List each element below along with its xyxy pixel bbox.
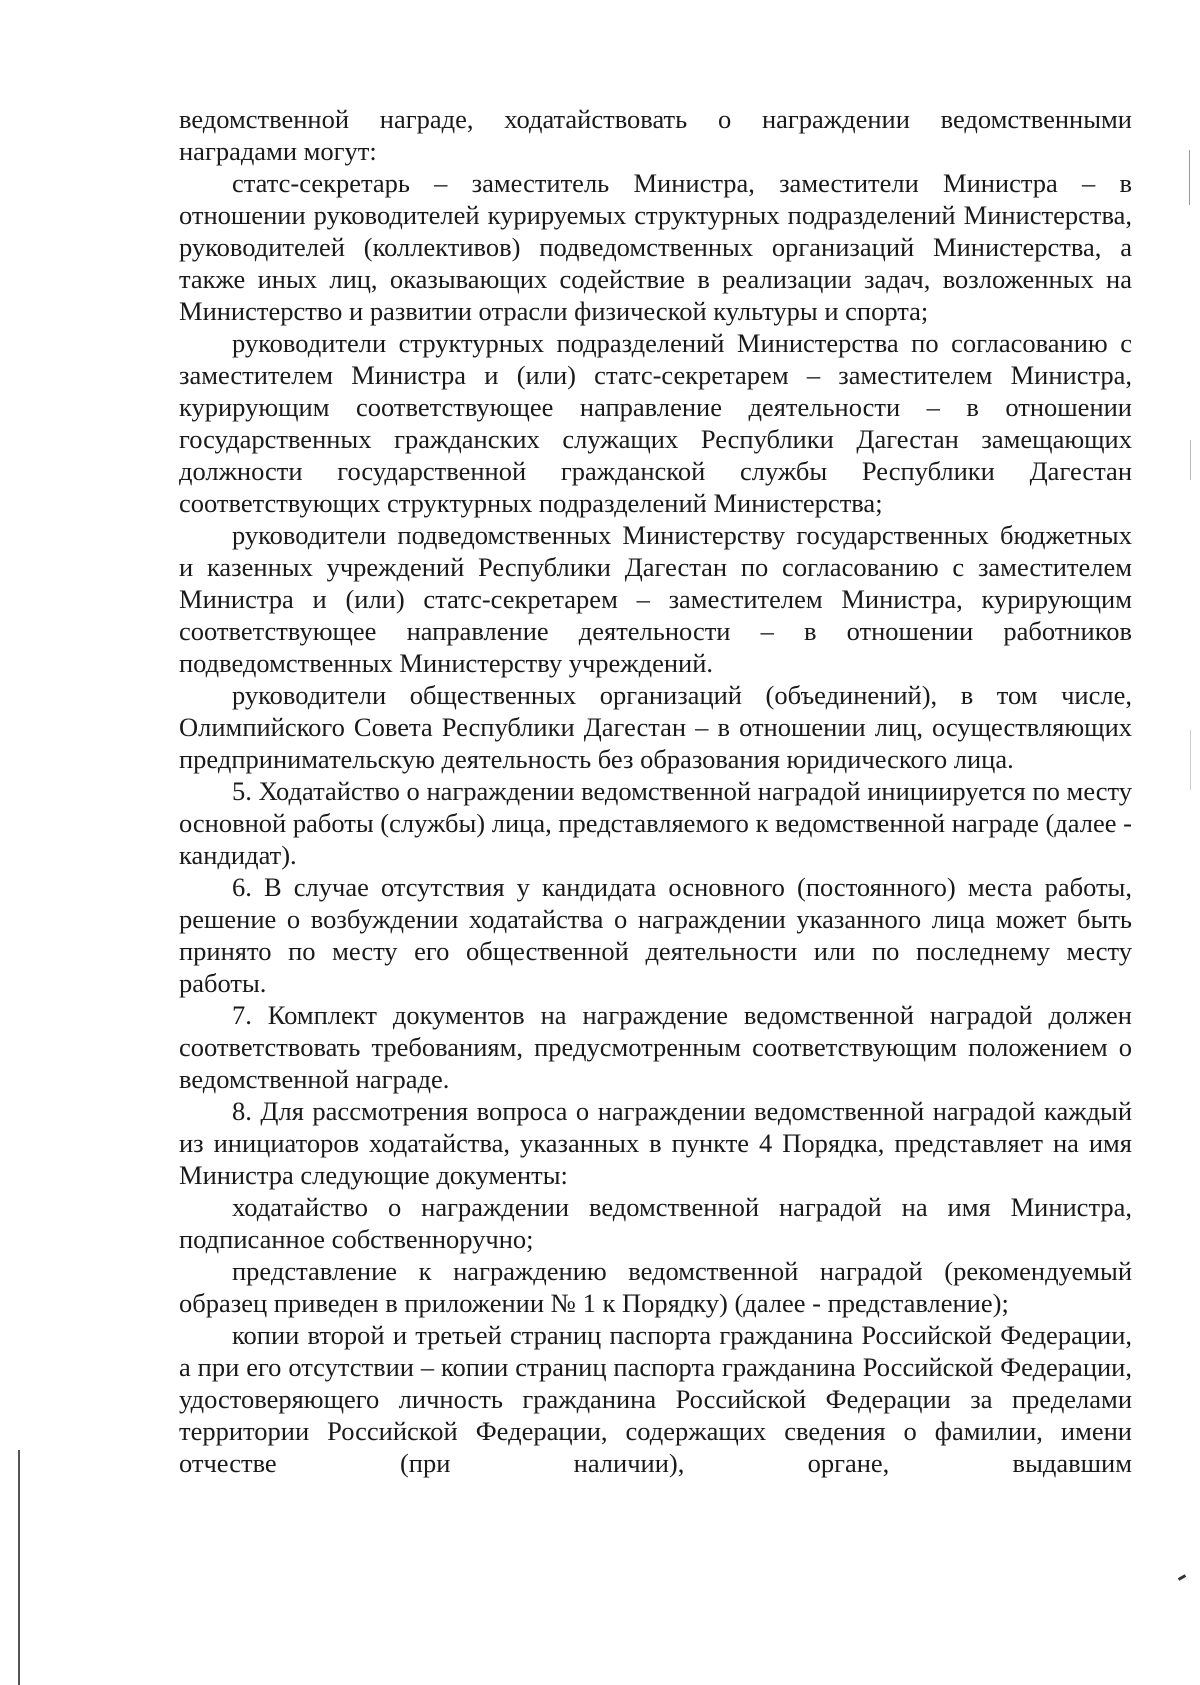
paragraph-passport-copies: копии второй и третьей страниц паспорта гражданина Российской Федерации, а при его отсутствии – копии страниц паспорта гражданина Российской Федерации, удостоверяющего личность гражданина Российской Федерации за пределами территории Российской Федерации, содержащих сведения о фамилии, имени отчестве (при наличии), органе, выдавшим [179, 1320, 1132, 1478]
scan-artifact-mark [1178, 1574, 1186, 1581]
paragraph-public-organizations: руководители общественных организаций (объединений), в том числе, Олимпийского Совета Республики Дагестан – в отношении лиц, осуществляющих предпринимательскую деятельность без образования юридического лица. [179, 680, 1132, 774]
paragraph-intro-continuation: ведомственной награде, ходатайствовать о награждении ведомственными наградами могут: [179, 104, 1132, 166]
scan-artifact-left-edge [18, 1450, 20, 1685]
document-body [179, 103, 1132, 1479]
paragraph-petition: ходатайство о награждении ведомственной наградой на имя Министра, подписанное собственноручно; [179, 1192, 1132, 1254]
scan-artifact-right-edge [1189, 150, 1190, 205]
paragraph-item-7: 7. Комплект документов на награждение ведомственной наградой должен соответствовать требованиям, предусмотренным соответствующим положением о ведомственной награде. [179, 1000, 1132, 1094]
scan-artifact-right-edge [1190, 730, 1191, 790]
paragraph-item-5: 5. Ходатайство о награждении ведомственной наградой инициируется по месту основной работы (службы) лица, представляемого к ведомственной награде (далее - кандидат). [179, 776, 1132, 870]
paragraph-item-8: 8. Для рассмотрения вопроса о награждении ведомственной наградой каждый из инициаторов ходатайства, указанных в пункте 4 Порядка, представляет на имя Министра следующие документы: [179, 1096, 1132, 1190]
paragraph-item-6: 6. В случае отсутствия у кандидата основного (постоянного) места работы, решение о возбуждении ходатайства о награждении указанного лица может быть принято по месту его общественной деятельности или по последнему месту работы. [179, 872, 1132, 998]
paragraph-subordinate-heads: руководители подведомственных Министерству государственных бюджетных и казенных учреждений Республики Дагестан по согласованию с заместителем Министра и (или) статс-секретарем – заместителем Министра, курирующим соответствующее направление деятельности – в отношении работников подведомственных Министерству учреждений. [179, 520, 1132, 678]
scan-artifact-right-edge [1190, 440, 1191, 480]
paragraph-state-secretary: статс-секретарь – заместитель Министра, заместители Министра – в отношении руководителей курируемых структурных подразделений Министерства, руководителей (коллективов) подведомственных организаций Министерства, а также иных лиц, оказывающих содействие в реализации задач, возложенных на Министерство и развитии отрасли физической культуры и спорта; [179, 168, 1132, 326]
paragraph-submission: представление к награждению ведомственной наградой (рекомендуемый образец приведен в приложении № 1 к Порядку) (далее - представление); [179, 1256, 1132, 1318]
paragraph-structural-heads: руководители структурных подразделений Министерства по согласованию с заместителем Министра и (или) статс-секретарем – заместителем Министра, курирующим соответствующее направление деятельности – в отношении государственных гражданских служащих Республики Дагестан замещающих должности государственной гражданской службы Республики Дагестан соответствующих структурных подразделений Министерства; [179, 328, 1132, 518]
